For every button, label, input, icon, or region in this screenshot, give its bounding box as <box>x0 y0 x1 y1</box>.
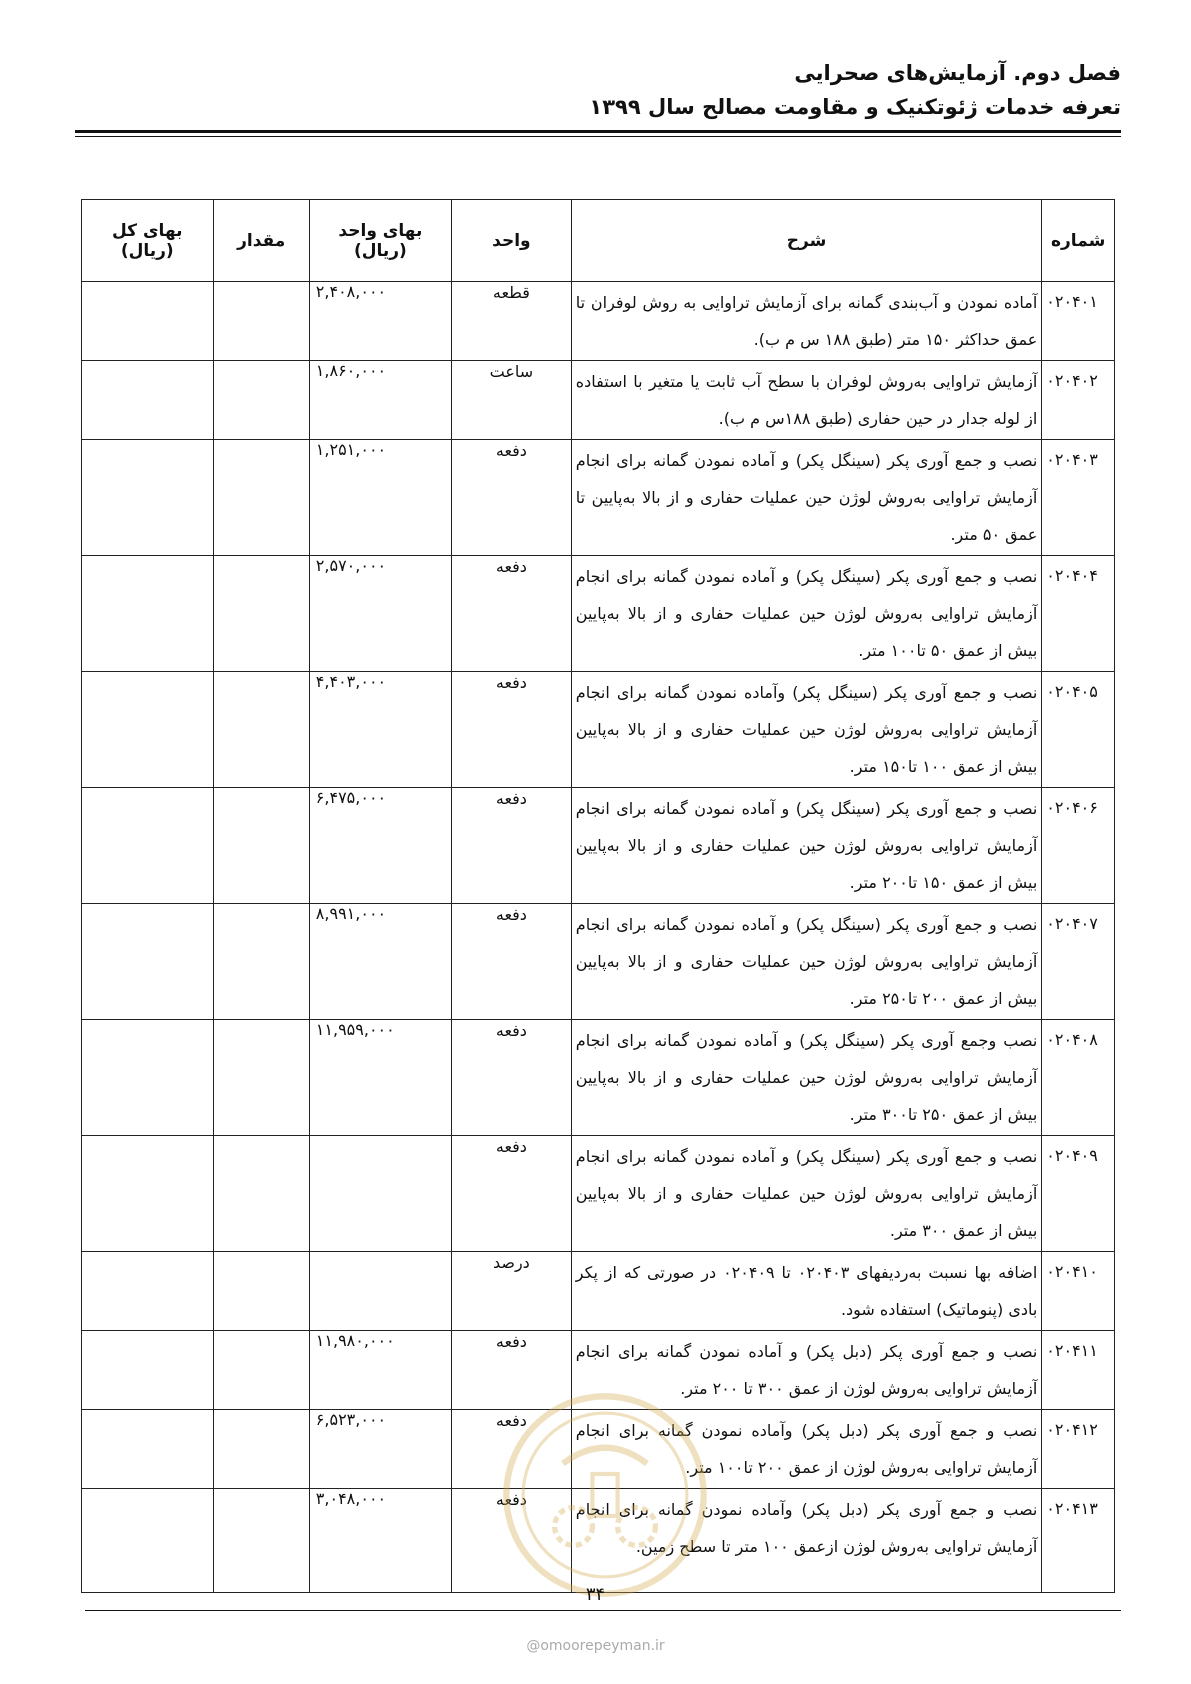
row-description: نصب وجمع آوری پکر (سینگل پکر) و آماده نمودن گمانه برای انجام آزمایش تراوایی به‌روش لوژن حین عملیات حفاری و از بالا به‌پایین بیش از عمق ۲۵۰ تا۳۰۰ متر. <box>571 1020 1042 1136</box>
table-row <box>82 440 1115 556</box>
row-description: نصب و جمع آوری پکر (سینگل پکر) و آماده نمودن گمانه برای انجام آزمایش تراوایی به‌روش لوژن حین عملیات حفاری و از بالا به‌پایین بیش از عمق ۳۰۰ متر. <box>571 1136 1042 1252</box>
row-unit-price: ۴,۴۰۳,۰۰۰ <box>309 672 451 788</box>
row-code: ۰۲۰۴۱۲ <box>1042 1410 1115 1489</box>
row-quantity <box>213 1489 309 1593</box>
row-unit-price <box>309 1252 451 1331</box>
row-description: نصب و جمع آوری پکر (دبل پکر) وآماده نمودن گمانه برای انجام آزمایش تراوایی به‌روش لوژن ازعمق ۱۰۰ متر تا سطح زمین. <box>571 1489 1042 1593</box>
row-unit-price: ۳,۰۴۸,۰۰۰ <box>309 1489 451 1593</box>
row-total-price <box>82 1489 214 1593</box>
footer-rule <box>85 1610 1121 1611</box>
row-unit-price: ۸,۹۹۱,۰۰۰ <box>309 904 451 1020</box>
row-total-price <box>82 672 214 788</box>
page-header <box>70 56 1121 124</box>
row-quantity <box>213 361 309 440</box>
column-header-quantity: مقدار <box>213 200 309 282</box>
column-header-total: بهای کل (ریال) <box>82 200 214 282</box>
row-unit: دفعه <box>452 1489 572 1593</box>
row-unit-price: ۱۱,۹۵۹,۰۰۰ <box>309 1020 451 1136</box>
column-header-code: شماره <box>1042 200 1115 282</box>
row-unit: ساعت <box>452 361 572 440</box>
row-unit-price <box>309 1136 451 1252</box>
header-rule-thin <box>75 136 1121 137</box>
row-unit: قطعه <box>452 282 572 361</box>
table-row <box>82 1136 1115 1252</box>
row-total-price <box>82 1252 214 1331</box>
row-quantity <box>213 1136 309 1252</box>
row-code: ۰۲۰۴۰۸ <box>1042 1020 1115 1136</box>
row-unit-price: ۶,۴۷۵,۰۰۰ <box>309 788 451 904</box>
row-unit: دفعه <box>452 556 572 672</box>
row-code: ۰۲۰۴۰۴ <box>1042 556 1115 672</box>
row-quantity <box>213 1410 309 1489</box>
price-table <box>81 199 1115 1593</box>
row-description: نصب و جمع آوری پکر (سینگل پکر) و آماده نمودن گمانه برای انجام آزمایش تراوایی به‌روش لوژن حین عملیات حفاری و از بالا به‌پایین بیش از عمق ۲۰۰ تا۲۵۰ متر. <box>571 904 1042 1020</box>
row-code: ۰۲۰۴۰۳ <box>1042 440 1115 556</box>
column-header-unit-price <box>309 200 451 282</box>
row-total-price <box>82 1136 214 1252</box>
table-row <box>82 556 1115 672</box>
table-row <box>82 904 1115 1020</box>
row-unit-price: ۲,۵۷۰,۰۰۰ <box>309 556 451 672</box>
row-description: آزمایش تراوایی به‌روش لوفران با سطح آب ثابت یا متغیر با استفاده از لوله جدار در حین حفاری (طبق ۱۸۸س م ب). <box>571 361 1042 440</box>
row-unit: دفعه <box>452 904 572 1020</box>
row-unit: دفعه <box>452 440 572 556</box>
row-quantity <box>213 904 309 1020</box>
row-unit: درصد <box>452 1252 572 1331</box>
row-code: ۰۲۰۴۰۷ <box>1042 904 1115 1020</box>
row-total-price <box>82 1020 214 1136</box>
row-unit-price: ۶,۵۲۳,۰۰۰ <box>309 1410 451 1489</box>
table-row <box>82 282 1115 361</box>
column-header-unit: واحد <box>452 200 572 282</box>
row-total-price <box>82 1410 214 1489</box>
row-code: ۰۲۰۴۱۱ <box>1042 1331 1115 1410</box>
table-row <box>82 1252 1115 1331</box>
row-description: نصب و جمع آوری پکر (دبل پکر) وآماده نمودن گمانه برای انجام آزمایش تراوایی به‌روش لوژن از عمق ۲۰۰ تا۱۰۰ متر. <box>571 1410 1042 1489</box>
table-row <box>82 361 1115 440</box>
row-total-price <box>82 788 214 904</box>
row-quantity <box>213 556 309 672</box>
row-code: ۰۲۰۴۱۳ <box>1042 1489 1115 1593</box>
row-code: ۰۲۰۴۰۹ <box>1042 1136 1115 1252</box>
row-unit-price: ۱۱,۹۸۰,۰۰۰ <box>309 1331 451 1410</box>
unit-price-label: بهای واحد <box>338 220 423 241</box>
row-code: ۰۲۰۴۱۰ <box>1042 1252 1115 1331</box>
row-unit-price: ۱,۲۵۱,۰۰۰ <box>309 440 451 556</box>
row-description: نصب و جمع آوری پکر (سینگل پکر) و آماده نمودن گمانه برای انجام آزمایش تراوایی به‌روش لوژن حین عملیات حفاری و از بالا به‌پایین بیش از عمق ۵۰ تا۱۰۰ متر. <box>571 556 1042 672</box>
row-quantity <box>213 1020 309 1136</box>
table-header-row <box>82 200 1115 282</box>
row-total-price <box>82 904 214 1020</box>
row-unit: دفعه <box>452 672 572 788</box>
row-total-price <box>82 282 214 361</box>
table-row <box>82 1020 1115 1136</box>
row-unit: دفعه <box>452 788 572 904</box>
row-quantity <box>213 1331 309 1410</box>
table-row <box>82 672 1115 788</box>
row-unit-price: ۱,۸۶۰,۰۰۰ <box>309 361 451 440</box>
row-code: ۰۲۰۴۰۵ <box>1042 672 1115 788</box>
column-header-description: شرح <box>571 200 1042 282</box>
row-code: ۰۲۰۴۰۱ <box>1042 282 1115 361</box>
row-total-price <box>82 361 214 440</box>
row-description: نصب و جمع آوری پکر (دبل پکر) و آماده نمودن گمانه برای انجام آزمایش تراوایی به‌روش لوژن از عمق ۳۰۰ تا ۲۰۰ متر. <box>571 1331 1042 1410</box>
row-quantity <box>213 282 309 361</box>
row-code: ۰۲۰۴۰۶ <box>1042 788 1115 904</box>
row-description: آماده نمودن و آب‌بندی گمانه برای آزمایش تراوایی به روش لوفران تا عمق حداکثر ۱۵۰ متر (طبق ۱۸۸ س م ب). <box>571 282 1042 361</box>
unit-price-currency: (ریال) <box>353 240 407 261</box>
chapter-title: فصل دوم. آزمایش‌های صحرایی <box>794 61 1121 85</box>
row-total-price <box>82 556 214 672</box>
row-description: نصب و جمع آوری پکر (سینگل پکر) وآماده نمودن گمانه برای انجام آزمایش تراوایی به‌روش لوژن حین عملیات حفاری و از بالا به‌پایین بیش از عمق ۱۰۰ تا۱۵۰ متر. <box>571 672 1042 788</box>
row-code: ۰۲۰۴۰۲ <box>1042 361 1115 440</box>
row-unit: دفعه <box>452 1136 572 1252</box>
row-unit: دفعه <box>452 1331 572 1410</box>
row-total-price <box>82 440 214 556</box>
row-description: نصب و جمع آوری پکر (سینگل پکر) و آماده نمودن گمانه برای انجام آزمایش تراوایی به‌روش لوژن حین عملیات حفاری و از بالا به‌پایین بیش از عمق ۱۵۰ تا۲۰۰ متر. <box>571 788 1042 904</box>
document-subtitle: تعرفه خدمات ژئوتکنیک و مقاومت مصالح سال ۱۳۹۹ <box>589 95 1121 119</box>
row-total-price <box>82 1331 214 1410</box>
row-quantity <box>213 1252 309 1331</box>
row-quantity <box>213 440 309 556</box>
header-rule-thick <box>75 130 1121 133</box>
row-description: اضافه بها نسبت به‌ردیفهای ۰۲۰۴۰۳ تا ۰۲۰۴۰۹ در صورتی که از پکر بادی (پنوماتیک) استفاده شود. <box>571 1252 1042 1331</box>
row-quantity <box>213 672 309 788</box>
row-unit-price: ۲,۴۰۸,۰۰۰ <box>309 282 451 361</box>
table-row <box>82 788 1115 904</box>
seal-icon <box>500 1390 710 1600</box>
row-description: نصب و جمع آوری پکر (سینگل پکر) و آماده نمودن گمانه برای انجام آزمایش تراوایی به‌روش لوژن حین عملیات حفاری و از بالا به‌پایین تا عمق ۵۰ متر. <box>571 440 1042 556</box>
watermark-text: @omoorepeyman.ir <box>526 1638 665 1654</box>
row-unit: دفعه <box>452 1020 572 1136</box>
page-number: ۳۴ <box>585 1584 606 1605</box>
row-quantity <box>213 788 309 904</box>
row-unit: دفعه <box>452 1410 572 1489</box>
